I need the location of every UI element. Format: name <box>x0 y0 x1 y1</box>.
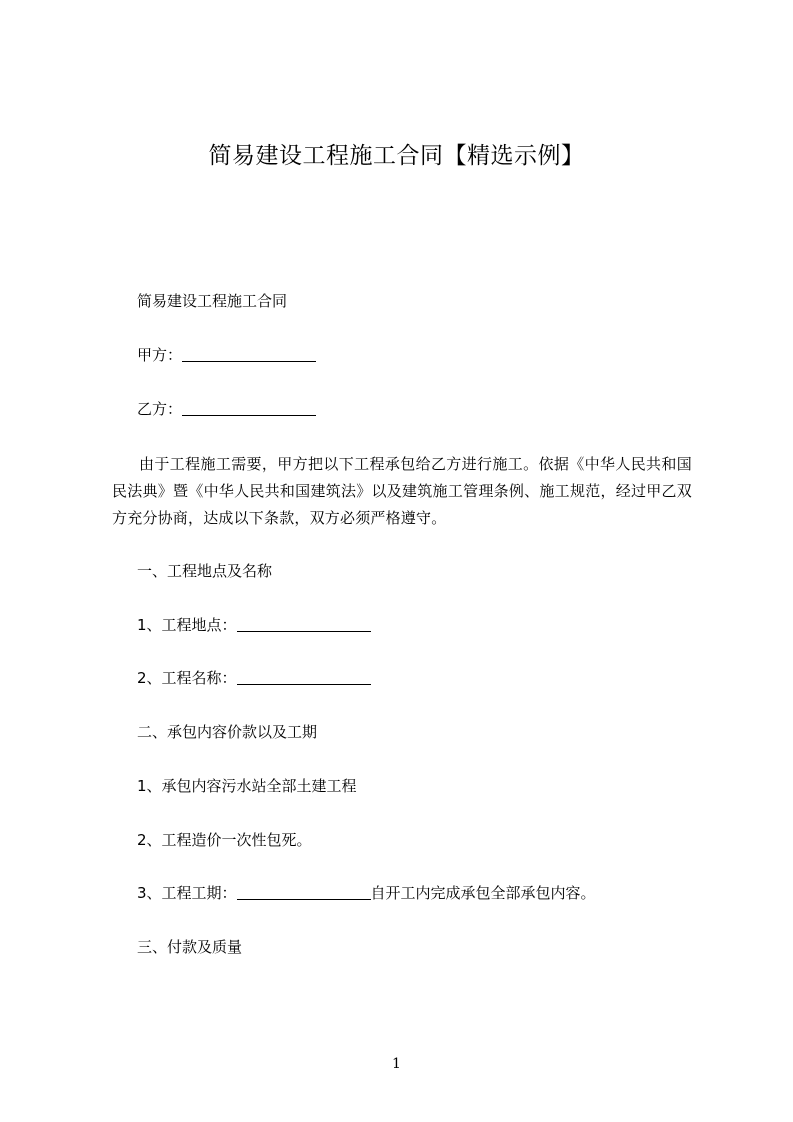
contract-subtitle: 简易建设工程施工合同 <box>137 292 288 310</box>
project-name-line <box>137 668 371 688</box>
contract-scope-item: 1、承包内容污水站全部土建工程 <box>137 777 357 795</box>
project-duration-label: 3、工程工期： <box>137 884 237 902</box>
document-title: 简易建设工程施工合同【精选示例】 <box>208 143 585 169</box>
project-location-blank <box>237 617 371 632</box>
party-a-label: 甲方： <box>137 346 183 364</box>
party-a-line <box>137 345 316 365</box>
project-cost-item: 2、工程造价一次性包死。 <box>137 831 312 849</box>
section-3-title: 三、付款及质量 <box>137 938 243 956</box>
section-1-title: 一、工程地点及名称 <box>137 562 273 580</box>
project-name-label: 2、工程名称： <box>137 669 237 687</box>
page-number: 1 <box>392 1056 401 1072</box>
party-a-blank <box>182 347 316 362</box>
project-location-line <box>137 615 371 635</box>
project-duration-suffix: 自开工内完成承包全部承包内容。 <box>370 884 596 902</box>
party-b-line <box>137 399 316 419</box>
project-location-label: 1、工程地点： <box>137 616 237 634</box>
project-duration-line <box>137 883 596 903</box>
party-b-label: 乙方： <box>137 400 183 418</box>
party-b-blank <box>182 401 316 416</box>
project-name-blank <box>237 670 371 685</box>
project-duration-blank <box>237 885 371 900</box>
intro-paragraph: 由于工程施工需要，甲方把以下工程承包给乙方进行施工。依据《中华人民共和国民法典》暨《中华人民共和国建筑法》以及建筑施工管理条例、施工规范，经过甲乙双方充分协商，达成以下条款，双方必须严格遵守。 <box>112 455 692 527</box>
section-2-title: 二、承包内容价款以及工期 <box>137 723 318 741</box>
